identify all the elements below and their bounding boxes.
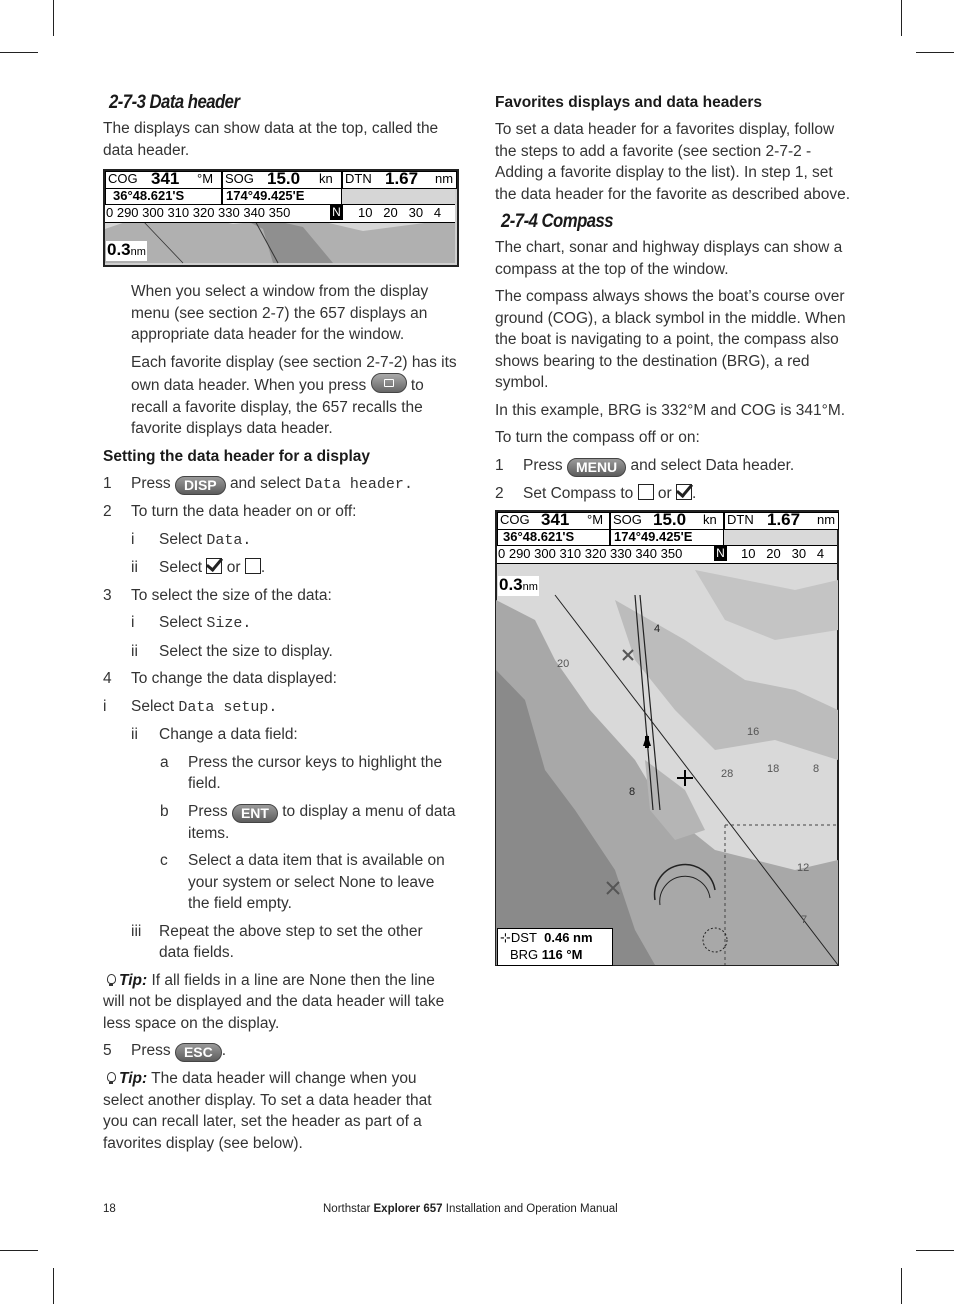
range-value: 0.3nm <box>499 575 538 594</box>
cog-label: COG <box>500 512 530 527</box>
compass-step-1: 1 Press MENU and select Data header. <box>495 456 795 475</box>
depth-sounding: 18 <box>767 763 780 775</box>
step-3-i: i Select Size. <box>131 614 252 632</box>
tip-1: Tip: If all fields in a line are None then the line will not be displayed and the data header will take less space on the display. <box>103 971 445 1032</box>
step-4-i: i Select Data setup. <box>103 697 278 716</box>
compass-text-1: The chart, sonar and highway displays can show a compass at the top of the window. <box>495 239 843 278</box>
step-4-ii-b: b Press ENT to display a menu of data items. <box>160 802 456 842</box>
depth-sounding: 20 <box>557 658 570 670</box>
step-4-iii: iii Repeat the above step to set the other data fields. <box>131 922 423 961</box>
compass-text-4: To turn the compass off or on: <box>495 429 700 446</box>
depth-sounding: 8 <box>813 763 820 775</box>
latitude: 36°48.621'S <box>503 529 575 544</box>
dst-readout: ⊹DST 0.46 nm <box>500 930 593 945</box>
left-column <box>103 88 457 1160</box>
dtn-label: DTN <box>345 171 372 186</box>
compass-scale-right: 10 20 30 4 <box>741 546 825 561</box>
compass-scale: 0 290 300 310 320 330 340 350 <box>498 546 683 561</box>
cog-label: COG <box>108 171 138 186</box>
cog-value: 341 <box>151 169 180 188</box>
crop-mark <box>916 52 954 53</box>
subheading-setting-header: Setting the data header for a display <box>103 447 371 465</box>
compass-scale: 0 290 300 310 320 330 340 350 <box>106 205 291 220</box>
depth-sounding: 12 <box>797 862 810 874</box>
cog-unit: °M <box>587 512 604 527</box>
checked-box-icon <box>676 484 692 500</box>
sog-label: SOG <box>613 512 642 527</box>
compass-north: N <box>330 205 343 220</box>
crop-mark <box>0 52 38 53</box>
crop-mark <box>53 1268 54 1304</box>
step-2-i: i Select Data. <box>131 530 252 549</box>
cog-value: 341 <box>541 510 570 529</box>
sog-value: 15.0 <box>653 510 687 529</box>
crop-mark <box>53 0 54 36</box>
menu-key: MENU <box>567 458 626 477</box>
data-header-screenshot <box>103 169 457 265</box>
dtn-label: DTN <box>727 512 754 527</box>
step-3-ii: ii Select the size to display. <box>131 642 333 660</box>
compass-north: N <box>714 546 727 561</box>
depth-sounding: 16 <box>747 726 760 738</box>
longitude: 174°49.425'E <box>226 188 305 203</box>
crop-mark <box>901 1268 902 1304</box>
step-4: 4 To change the data displayed: <box>103 670 337 687</box>
sog-unit: kn <box>319 171 333 186</box>
paragraph-window-select: When you select a window from the display menu (see section 2-7) the 657 displays an appropriate data header for the window. <box>131 283 429 343</box>
empty-box-icon <box>245 558 261 574</box>
section-heading-data-header: 2-7-3 Data header <box>109 92 240 113</box>
sog-value: 15.0 <box>267 169 301 188</box>
step-2-ii: ii Select or . <box>131 559 266 576</box>
page-number: 18 <box>103 1203 116 1215</box>
latitude: 36°48.621'S <box>113 188 185 203</box>
depth-sounding: 28 <box>721 768 734 780</box>
paragraph-favorite-header: Each favorite display (see section 2-7-2) has its own data header. When you press to recall a favorite display, the 657 recalls the favorite displays data header. <box>131 353 457 437</box>
dtn-value: 1.67 <box>767 510 801 529</box>
dtn-unit: nm <box>817 512 836 527</box>
lightbulb-icon <box>103 971 119 987</box>
footer-title: Northstar Explorer 657 Installation and Operation Manual <box>323 1203 618 1215</box>
section-heading-compass: 2-7-4 Compass <box>501 211 614 232</box>
crop-mark <box>901 0 902 36</box>
compass-scale-right: 10 20 30 4 <box>358 205 442 220</box>
lightbulb-icon <box>103 1069 119 1085</box>
disp-key: DISP <box>175 476 226 495</box>
compass-chart-screenshot <box>495 510 839 966</box>
crop-mark <box>0 1250 38 1251</box>
step-1: 1 Press DISP and select Data header. <box>103 474 413 493</box>
depth-sounding: 8 <box>629 786 636 798</box>
depth-sounding: 7 <box>801 914 808 926</box>
chart-map <box>495 510 839 966</box>
cog-unit: °M <box>197 171 214 186</box>
step-3: 3 To select the size of the data: <box>103 586 332 604</box>
longitude: 174°49.425'E <box>614 529 693 544</box>
brg-readout: BRG 116 °M <box>510 947 583 962</box>
intro-text: The displays can show data at the top, called the data header. <box>103 120 439 159</box>
tip-2: Tip: The data header will change when you select another display. To set a data header that you can recall later, set the header as part of a favorites display (see below). <box>103 1070 432 1152</box>
dtn-unit: nm <box>435 171 454 186</box>
compass-step-2: 2 Set Compass to or . <box>495 484 697 502</box>
step-2: 2 To turn the data header on or off: <box>103 503 357 520</box>
depth-sounding: 4 <box>654 623 661 635</box>
sog-label: SOG <box>225 171 254 186</box>
favorites-key-icon <box>371 373 407 393</box>
right-column <box>495 88 855 966</box>
empty-box-icon <box>638 484 654 500</box>
sog-unit: kn <box>703 512 717 527</box>
compass-text-3: In this example, BRG is 332°M and COG is 341°M. <box>495 401 846 419</box>
subheading-favorites: Favorites displays and data headers <box>495 94 763 111</box>
step-4-ii-c: c Select a data item that is available on your system or select None to leave the field empty. <box>160 852 445 912</box>
compass-text-2: The compass always shows the boat’s course over ground (COG), a black symbol in the middle. When the boat is navigating to a point, the compass also shows bearing to the destination (BRG), a red symbol. <box>495 288 846 391</box>
ent-key: ENT <box>232 804 278 823</box>
crosshair-icon: ⊹ <box>500 930 511 945</box>
step-4-ii-a: a Press the cursor keys to highlight the field. <box>160 753 443 792</box>
step-4-ii: ii Change a data field: <box>131 726 298 743</box>
favorites-text: To set a data header for a favorites display, follow the steps to add a favorite (see section 2-7-2 - Adding a favorite display to the list). In step 1, set the data header for the favorite as described above. <box>495 121 851 203</box>
checked-box-icon <box>206 558 222 574</box>
crop-mark <box>916 1250 954 1251</box>
esc-key: ESC <box>175 1043 222 1062</box>
range-value: 0.3nm <box>107 240 146 259</box>
step-5: 5 Press ESC . <box>103 1042 227 1060</box>
dtn-value: 1.67 <box>385 169 419 188</box>
